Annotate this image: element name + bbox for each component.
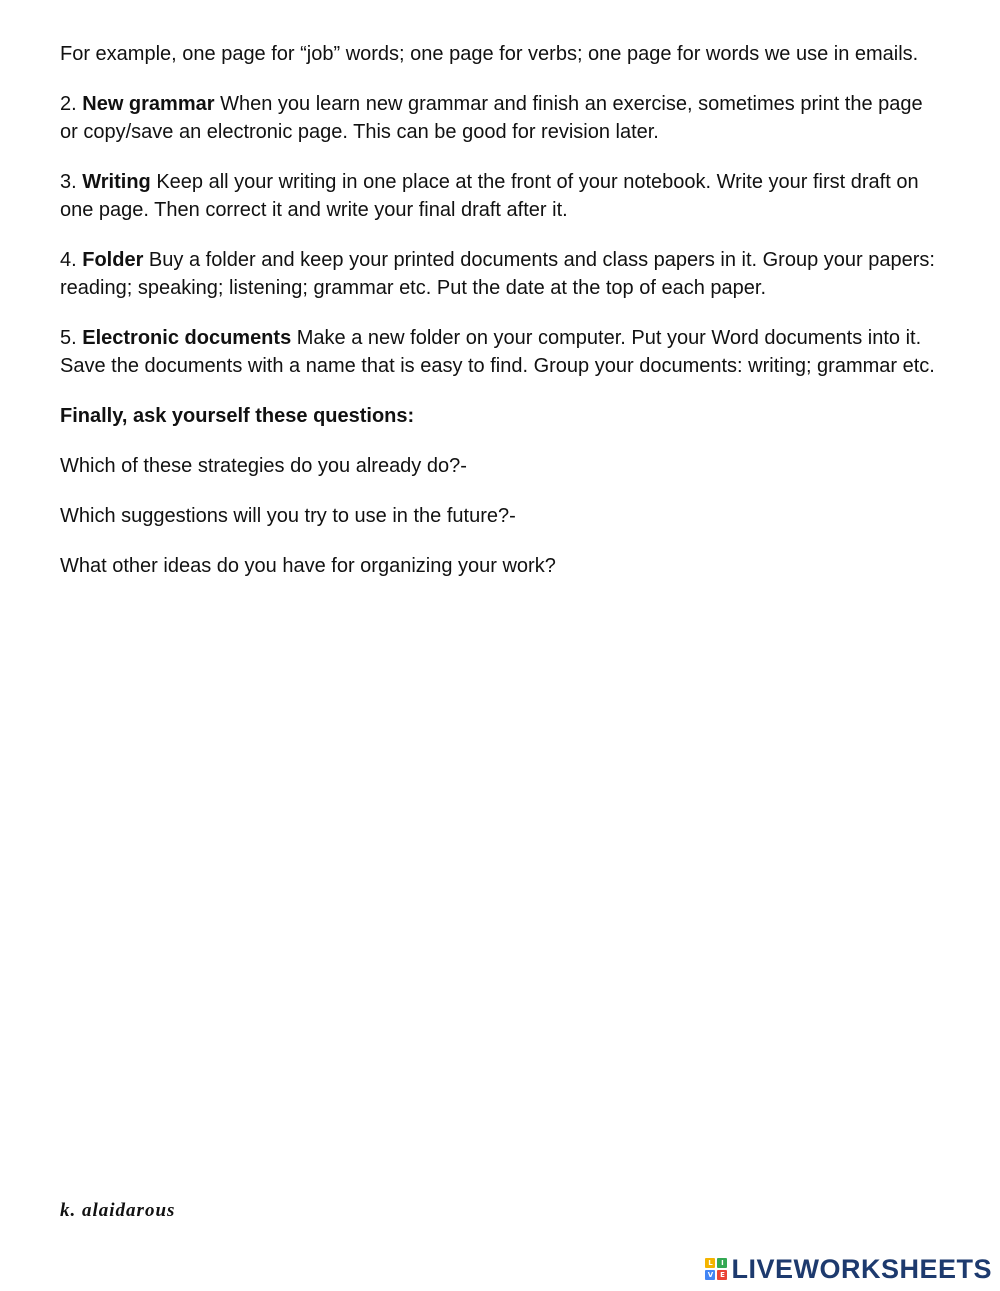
question-2: Which suggestions will you try to use in the future?- <box>60 505 516 527</box>
logo-mark-tile: V <box>705 1270 715 1280</box>
item-title: New grammar <box>82 93 215 115</box>
question-3: What other ideas do you have for organizing your work? <box>60 555 556 577</box>
logo-mark-tile: I <box>717 1258 727 1268</box>
item-number: 5. <box>60 327 83 349</box>
item-title: Writing <box>82 171 151 193</box>
item-text: Make a new folder on your computer. Put your Word documents into it. Save the documents with a name that is easy to find. Group your documents: writing; grammar etc. <box>60 327 935 377</box>
item-text: Keep all your writing in one place at the front of your notebook. Write your first draft on one page. Then correct it and write your final draft after it. <box>60 171 919 221</box>
item-text: Buy a folder and keep your printed documents and class papers in it. Group your papers: reading; speaking; listening; grammar etc. Put the date at the top of each paper. <box>60 249 935 299</box>
paragraph-folder <box>60 246 940 302</box>
item-number: 2. <box>60 93 83 115</box>
item-number: 3. <box>60 171 83 193</box>
item-text: When you learn new grammar and finish an exercise, sometimes print the page or copy/save an electronic page. This can be good for revision later. <box>60 93 923 143</box>
item-title: Electronic documents <box>82 327 292 349</box>
paragraph-electronic-documents <box>60 324 940 380</box>
logo-text: LIVEWORKSHEETS <box>731 1253 992 1284</box>
liveworksheets-logo <box>705 1252 992 1286</box>
item-number: 4. <box>60 249 83 271</box>
document-body <box>60 40 940 602</box>
questions-heading <box>60 402 940 430</box>
question-1: Which of these strategies do you already do?- <box>60 455 467 477</box>
logo-mark-tile: E <box>717 1270 727 1280</box>
logo-mark-icon <box>705 1258 727 1280</box>
item-title: Folder <box>82 249 144 271</box>
intro-paragraph: For example, one page for “job” words; one page for verbs; one page for words we use in emails. <box>60 43 919 65</box>
logo-mark-tile: L <box>705 1258 715 1268</box>
questions-heading-text: Finally, ask yourself these questions: <box>60 405 415 427</box>
paragraph-writing <box>60 168 940 224</box>
author-signature: k. alaidarous <box>60 1200 176 1221</box>
paragraph-new-grammar <box>60 90 940 146</box>
